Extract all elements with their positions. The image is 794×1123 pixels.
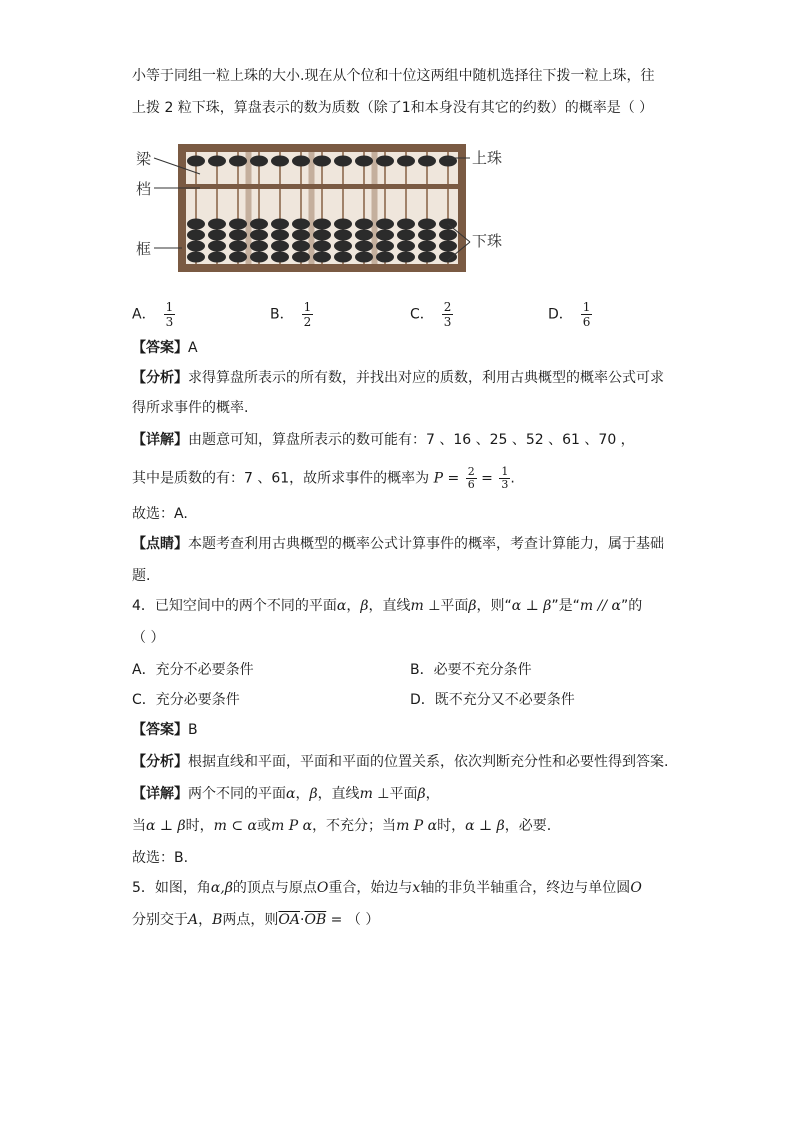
fraction: $\frac{1}{2}$ [303,300,312,329]
lower-bead [439,230,457,241]
upper-bead [334,156,352,167]
vector-oa: $\overline{OA}$ [278,912,301,928]
lower-bead [229,241,247,252]
lower-bead [208,219,226,230]
upper-bead [229,156,247,167]
lower-bead [271,241,289,252]
lower-bead [355,252,373,263]
fraction: $\frac{2}{3}$ [443,300,452,329]
vector-ob: $\overline{OB}$ [304,912,327,928]
q4-option-c: C．充分必要条件 [132,692,240,708]
lower-bead [313,230,331,241]
lower-bead [355,230,373,241]
lower-bead [376,230,394,241]
lower-bead [292,230,310,241]
analysis-line: 得所求事件的概率. [132,400,249,416]
choice-line: 故选：A. [132,506,188,522]
analysis-line: 【分析】根据直线和平面，平面和平面的位置关系，依次判断充分性和必要性得到答案. [132,754,669,770]
analysis-line: 【分析】求得算盘所表示的所有数，并找出对应的质数，利用古典概型的概率公式可求 [132,370,664,386]
lower-bead [418,241,436,252]
label-liang: 梁 [136,150,152,168]
lower-bead [397,252,415,263]
question-5-stem: 5．如图，角α,β的顶点与原点O重合，始边与x轴的非负半轴重合，终边与单位圆O [132,880,642,896]
detail-line: 其中是质数的有：7 、61，故所求事件的概率为 P = $\frac{2}{6}$ = $\frac{1}{3}$ . [132,465,515,491]
lower-bead [439,252,457,263]
detail-line: 【详解】两个不同的平面α，β，直线m ⊥平面β， [132,786,440,802]
lower-bead [313,219,331,230]
choice-line: 故选：B. [132,850,189,866]
lower-bead [397,241,415,252]
abacus-body [178,144,466,272]
lower-bead [313,241,331,252]
q4-option-a: A．充分不必要条件 [132,662,254,678]
lower-bead [418,230,436,241]
fraction: $\frac{1}{3}$ [165,300,174,329]
upper-bead [313,156,331,167]
lower-bead [292,252,310,263]
lower-bead [271,230,289,241]
lower-bead [418,219,436,230]
comment-line: 【点睛】本题考查利用古典概型的概率公式计算事件的概率，考查计算能力，属于基础 [132,536,664,552]
question-text-line: 上拨 2 粒下珠，算盘表示的数为质数（除了1和本身没有其它的约数）的概率是（ ） [132,100,654,116]
fraction: $\frac{1}{3}$ [501,465,509,491]
lower-bead [229,230,247,241]
option-a: A． $\frac{1}{3}$ [132,300,174,329]
lower-bead [355,241,373,252]
lower-bead [208,230,226,241]
lower-bead [187,230,205,241]
upper-bead [397,156,415,167]
lower-bead [250,230,268,241]
abacus-beam [186,184,458,189]
label-shangzhu: 上珠 [472,149,503,167]
lower-bead [355,219,373,230]
answer-line: 【答案】A [132,340,198,356]
fraction: $\frac{2}{6}$ [467,465,475,491]
lower-bead [418,252,436,263]
q4-option-d: D．既不充分又不必要条件 [410,692,575,708]
lower-bead [397,230,415,241]
lower-bead [376,241,394,252]
lower-bead [229,252,247,263]
lower-bead [250,241,268,252]
detail-line: 当α ⊥ β时，m ⊂ α或m P α，不充分；当m P α时，α ⊥ β，必要. [132,818,552,834]
upper-bead [208,156,226,167]
lower-bead [313,252,331,263]
lower-bead [208,241,226,252]
lower-bead [334,241,352,252]
lower-bead [334,219,352,230]
option-b: B． $\frac{1}{2}$ [270,300,312,329]
label-kuang: 框 [136,240,152,258]
question-text-line: 小等于同组一粒上珠的大小.现在从个位和十位这两组中随机选择往下拨一粒上珠，往 [132,68,655,84]
lower-bead [208,252,226,263]
abacus-figure [132,142,512,274]
lower-bead [292,219,310,230]
label-xiazhu: 下珠 [472,232,503,250]
lower-bead [187,241,205,252]
lower-bead [334,252,352,263]
upper-bead [376,156,394,167]
question-5-stem: 分别交于A，B两点，则$\overline{OA}\cdot\overline{OB}$ = （ ） [132,912,380,928]
q4-option-b: B．必要不充分条件 [410,662,532,678]
question-4-paren: （ ） [132,630,165,646]
lower-bead [397,219,415,230]
lower-bead [439,241,457,252]
upper-bead [418,156,436,167]
lower-bead [271,252,289,263]
upper-bead [355,156,373,167]
lower-bead [229,219,247,230]
answer-line: 【答案】B [132,722,198,738]
lower-bead [271,219,289,230]
detail-line: 【详解】由题意可知，算盘所表示的数可能有：7 、16 、25 、52 、61 、70 ， [132,432,635,448]
upper-bead [187,156,205,167]
lower-bead [376,219,394,230]
lower-bead [187,219,205,230]
upper-bead [250,156,268,167]
lower-bead [376,252,394,263]
upper-bead [439,156,457,167]
lower-bead [187,252,205,263]
option-c: C． $\frac{2}{3}$ [410,300,452,329]
comment-line: 题. [132,568,151,584]
question-4-stem: 4．已知空间中的两个不同的平面α，β，直线m ⊥平面β，则“α ⊥ β”是“m // α”的 [132,598,643,614]
label-dang: 档 [136,180,152,198]
lower-bead [250,252,268,263]
lower-bead [334,230,352,241]
lower-bead [250,219,268,230]
option-d: D． $\frac{1}{6}$ [548,300,591,329]
fraction: $\frac{1}{6}$ [582,300,591,329]
upper-bead [271,156,289,167]
lower-bead [292,241,310,252]
upper-bead [292,156,310,167]
